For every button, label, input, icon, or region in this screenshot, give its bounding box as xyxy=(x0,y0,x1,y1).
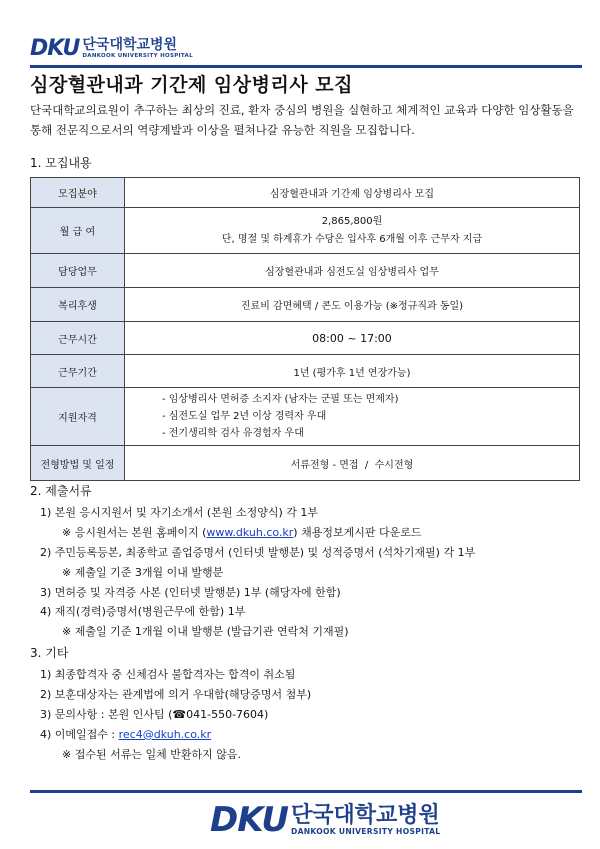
row-label: 전형방법 및 일정 xyxy=(31,446,125,481)
row-value xyxy=(124,208,579,254)
row-label: 지원자격 xyxy=(31,388,125,446)
hospital-logo-top xyxy=(30,36,193,61)
list-item: - 전기생리학 검사 유경험자 우대 xyxy=(162,425,399,442)
section-heading-recruitment: 1. 모집내용 xyxy=(30,156,92,170)
row-value xyxy=(124,388,579,446)
table-row xyxy=(31,254,580,288)
email-link[interactable]: rec4@dkuh.co.kr xyxy=(118,728,212,741)
homepage-link[interactable]: www.dkuh.co.kr xyxy=(206,526,294,539)
logo-korean-name: 단국대학교병원 xyxy=(290,802,440,828)
logo-korean-name: 단국대학교병원 xyxy=(82,36,178,53)
list-item: 4) 재직(경력)증명서(병원근무에 한함) 1부 xyxy=(40,605,246,618)
footer-divider xyxy=(30,790,582,793)
table-row xyxy=(31,208,580,254)
row-label: 담당업무 xyxy=(31,254,125,288)
row-value: 심장혈관내과 기간제 임상병리사 모집 xyxy=(124,178,579,208)
list-item: 3) 면허증 및 자격증 사본 (인터넷 발행분) 1부 (해당자에 한함) xyxy=(40,586,341,599)
logo-english-name: DANKOOK UNIVERSITY HOSPITAL xyxy=(82,52,193,59)
row-label: 복리후생 xyxy=(31,288,125,322)
row-label: 모집분야 xyxy=(31,178,125,208)
intro-paragraph: 단국대학교의료원이 추구하는 최상의 진료, 환자 중심의 병원을 실현하고 체계적인 교육과 다양한 임상활동을 통해 전문직으로서의 역량계발과 이상을 펼쳐나갈 유능한 직원을 모집합니다. xyxy=(30,103,574,137)
table-row xyxy=(31,446,580,481)
list-item: - 심전도실 업무 2년 이상 경력자 우대 xyxy=(162,408,399,425)
row-label: 근무기간 xyxy=(31,355,125,388)
dku-logo-mark: DKU xyxy=(210,800,288,840)
list-item: 2) 보훈대상자는 관계법에 의거 우대함(해당증명서 첨부) xyxy=(40,688,312,701)
row-label: 근무시간 xyxy=(31,322,125,355)
section-heading-other: 3. 기타 xyxy=(30,646,69,660)
section-heading-documents: 2. 제출서류 xyxy=(30,484,92,498)
list-item: 3) 문의사항 : 본원 인사팀 (☎041-550-7604) xyxy=(40,708,269,721)
table-row xyxy=(31,288,580,322)
header-divider xyxy=(30,65,582,68)
recruitment-table xyxy=(30,177,580,481)
list-item: 1) 최종합격자 중 신체검사 불합격자는 합격이 취소됨 xyxy=(40,668,296,681)
salary-amount: 2,865,800원 xyxy=(321,215,383,227)
list-item-note: ※ 응시원서는 본원 홈페이지 (www.dkuh.co.kr) 채용정보게시판 다운로드 xyxy=(62,526,422,539)
row-label: 월 급 여 xyxy=(31,208,125,254)
table-row xyxy=(31,355,580,388)
row-value: 1년 (평가후 1년 연장가능) xyxy=(124,355,579,388)
row-value: 서류전형 - 면접 / 수시전형 xyxy=(124,446,579,481)
logo-english-name: DANKOOK UNIVERSITY HOSPITAL xyxy=(290,826,441,836)
list-item-note: ※ 접수된 서류는 일체 반환하지 않음. xyxy=(62,748,241,761)
list-item: 2) 주민등록등본, 최종학교 졸업증명서 (인터넷 발행분) 및 성적증명서 (석차기재필) 각 1부 xyxy=(40,546,476,559)
row-value: 08:00 ~ 17:00 xyxy=(124,322,579,355)
hospital-logo-bottom xyxy=(210,800,440,840)
dku-logo-mark: DKU xyxy=(30,36,80,61)
list-item: 4) 이메일접수 : rec4@dkuh.co.kr xyxy=(40,728,212,741)
list-item: 1) 본원 응시지원서 및 자기소개서 (본원 소정양식) 각 1부 xyxy=(40,506,318,519)
table-row xyxy=(31,322,580,355)
salary-note: 단, 명절 및 하계휴가 수당은 입사후 6개월 이후 근무자 지급 xyxy=(221,233,483,245)
list-item-note: ※ 제출일 기준 1개월 이내 발행분 (발급기관 연락처 기재필) xyxy=(62,625,349,638)
table-row xyxy=(31,178,580,208)
list-item-note: ※ 제출일 기준 3개월 이내 발행분 xyxy=(62,566,224,579)
list-item: - 임상병리사 면허증 소지자 (남자는 군필 또는 면제자) xyxy=(162,391,399,408)
qualification-list xyxy=(162,391,399,442)
row-value: 심장혈관내과 심전도실 임상병리사 업무 xyxy=(124,254,579,288)
page-title: 심장혈관내과 기간제 임상병리사 모집 xyxy=(30,74,354,96)
table-row xyxy=(31,388,580,446)
row-value: 진료비 감면혜택 / 콘도 이용가능 (※정규직과 동일) xyxy=(124,288,579,322)
